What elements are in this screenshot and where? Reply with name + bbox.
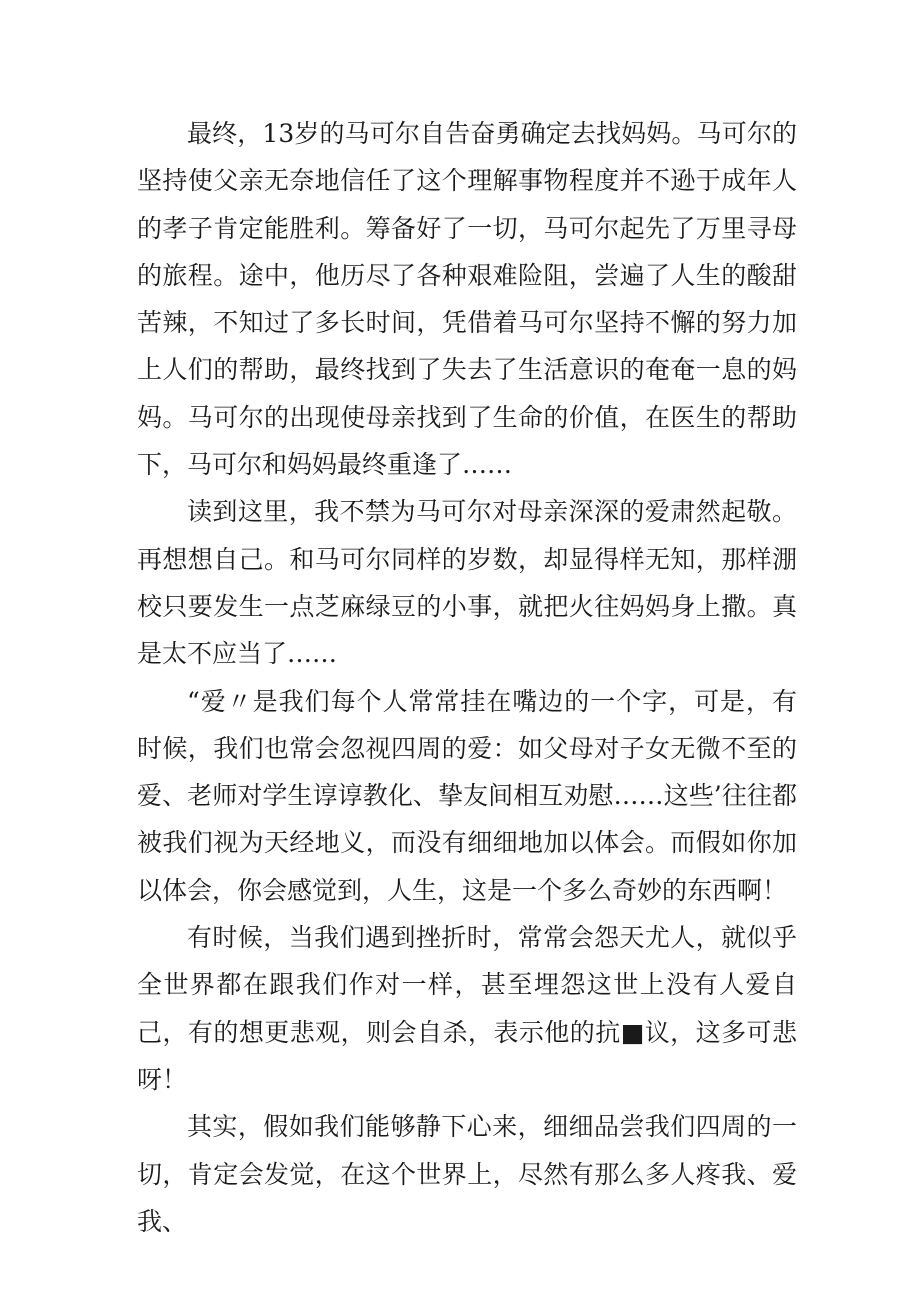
paragraph-2: 读到这里，我不禁为马可尔对母亲深深的爱肃然起敬。再想想自己。和马可尔同样的岁数，却显得样无知，那样淜校只要发生一点芝麻绿豆的小事，就把火往妈妈身上撒。真是太不应当了…… — [137, 497, 797, 669]
paragraph-3: “爱〃是我们每个人常常挂在嘴边的一个字，可是，有时候，我们也常会忽视四周的爱：如父母对子女无微不至的爱、老师对学生谆谆教化、挚友间相互劝慰……这些’往往都被我们视为天经地义，而没有细细地加以体会。而假如你加以体会，你会感觉到，人生，这是一个多么奇妙的东西啊！ — [137, 686, 797, 905]
body-text — [137, 110, 797, 1245]
paragraph-5: 其实，假如我们能够静下心来，细细品尝我们四周的一切，肯定会发觉，在这个世界上，尽然有那么多人疼我、爱我、 — [137, 1112, 797, 1236]
paragraph-4: 有时候，当我们遇到挫折时，常常会怨天尤人，就似乎全世界都在跟我们作对一样，甚至埋怨这世上没有人爱自己，有的想更悲观，则会自杀，表示他的抗■议，这多可悲呀！ — [137, 923, 797, 1094]
paragraph-1: 最终，13岁的马可尔自告奋勇确定去找妈妈。马可尔的坚持使父亲无奈地信任了这个理解事物程度并不逊于成年人的孝子肯定能胜利。筹备好了一切，马可尔起先了万里寻母的旅程。途中，他历尽了各种艰难险阻，尝遍了人生的酸甜苦辣，不知过了多长时间，凭借着马可尔坚持不懈的努力加上人们的帮助，最终找到了失去了生活意识的奄奄一息的妈妈。马可尔的出现使母亲找到了生命的价值，在医生的帮助下，马可尔和妈妈最终重逢了…… — [137, 119, 797, 480]
